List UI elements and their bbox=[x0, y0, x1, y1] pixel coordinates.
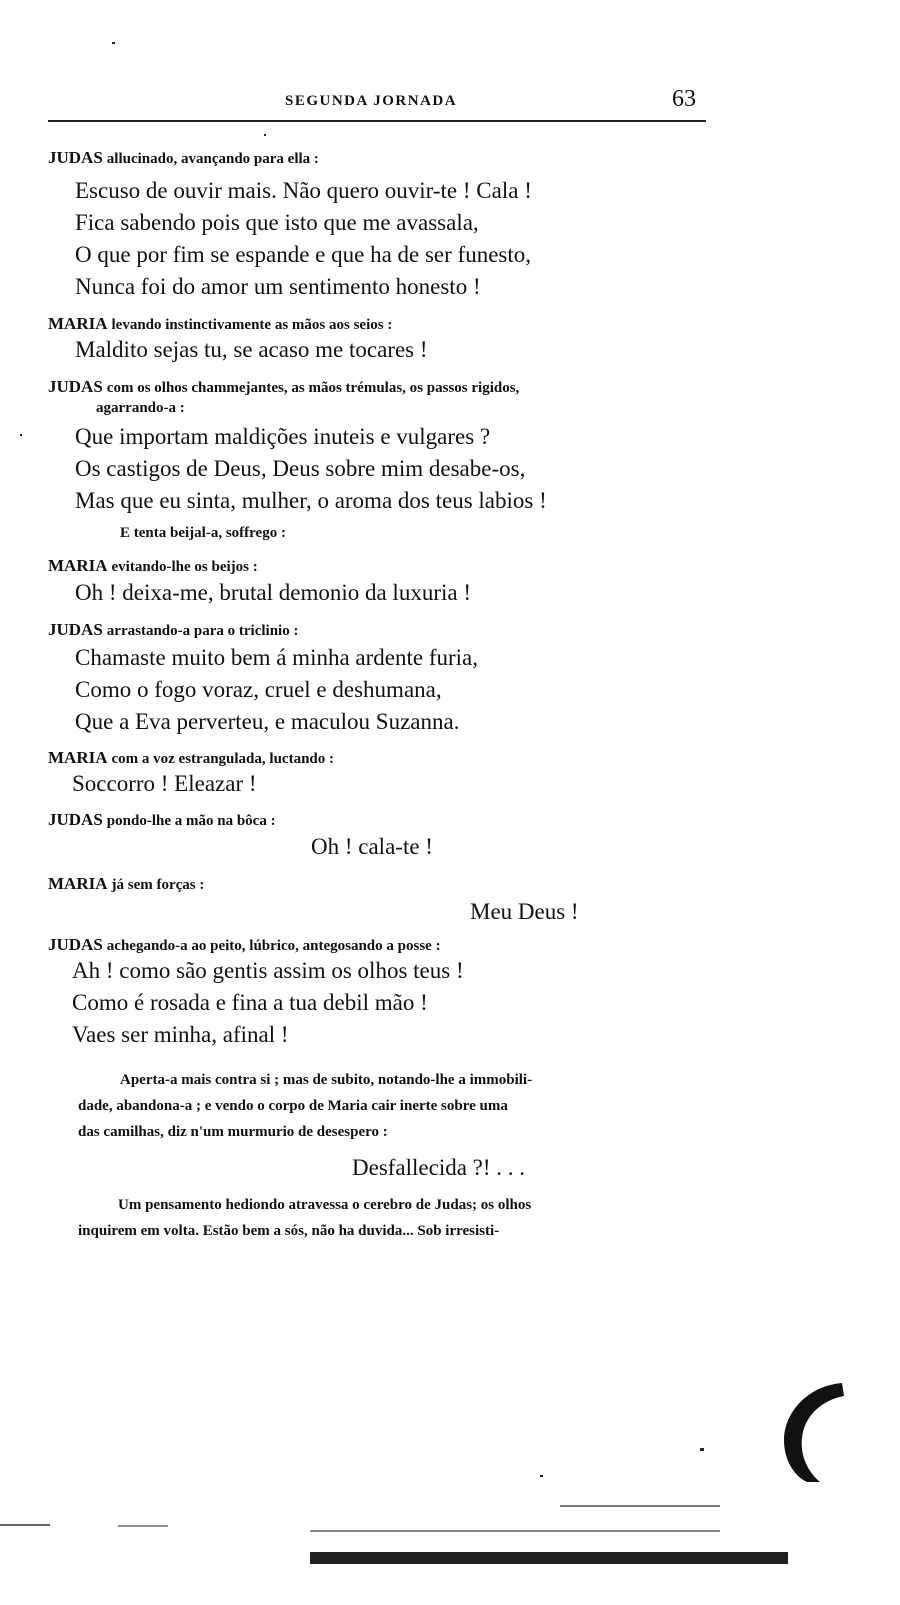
speaker-name: JUDAS bbox=[48, 148, 103, 167]
speaker-name: MARIA bbox=[48, 314, 108, 333]
scan-smudge bbox=[560, 1505, 720, 1507]
verse-line: Que a Eva perverteu, e maculou Suzanna. bbox=[75, 709, 460, 734]
stage-paragraph-line: das camilhas, diz n'um murmurio de desespero : bbox=[78, 1124, 388, 1140]
stage-paragraph-line: inquirem em volta. Estão bem a sós, não ha duvida... Sob irresisti- bbox=[78, 1223, 500, 1239]
speaker-line bbox=[48, 874, 204, 894]
scan-speck bbox=[540, 1475, 543, 1477]
verse-line: Soccorro ! Eleazar ! bbox=[72, 771, 257, 796]
stage-direction: achegando-a ao peito, lúbrico, antegosando a posse : bbox=[106, 938, 441, 954]
speaker-line bbox=[48, 377, 519, 397]
verse-line: Os castigos de Deus, Deus sobre mim desabe-os, bbox=[75, 456, 526, 481]
scan-speck bbox=[264, 134, 266, 136]
scan-speck bbox=[112, 42, 115, 44]
verse-line: Oh ! deixa-me, brutal demonio da luxuria ! bbox=[75, 580, 471, 605]
speaker-line bbox=[48, 314, 392, 334]
running-header: SEGUNDA JORNADA bbox=[285, 93, 458, 109]
verse-line: Desfallecida ?! . . . bbox=[352, 1155, 526, 1180]
speaker-line bbox=[48, 148, 319, 168]
stage-paragraph-line: Aperta-a mais contra si ; mas de subito, notando-lhe a immobili- bbox=[120, 1072, 533, 1088]
stage-paragraph-line: Um pensamento hediondo atravessa o cerebro de Judas; os olhos bbox=[118, 1197, 532, 1213]
stage-paragraph-line: dade, abandona-a ; e vendo o corpo de Maria cair inerte sobre uma bbox=[78, 1098, 508, 1114]
scan-bottom-bar bbox=[310, 1552, 788, 1564]
page-number: 63 bbox=[672, 86, 696, 112]
speaker-name: JUDAS bbox=[48, 620, 103, 639]
verse-line: Maldito sejas tu, se acaso me tocares ! bbox=[75, 337, 428, 362]
stage-direction: com os olhos chammejantes, as mãos trémulas, os passos rigidos, bbox=[106, 380, 520, 396]
verse-line: Escuso de ouvir mais. Não quero ouvir-te ! Cala ! bbox=[75, 178, 532, 203]
header-rule bbox=[48, 120, 706, 122]
speaker-name: JUDAS bbox=[48, 377, 103, 396]
verse-line: Como o fogo voraz, cruel e deshumana, bbox=[75, 677, 442, 702]
speaker-name: JUDAS bbox=[48, 935, 103, 954]
scan-smudge bbox=[0, 1524, 50, 1526]
verse-line: O que por fim se espande e que ha de ser funesto, bbox=[75, 242, 532, 267]
scan-speck bbox=[700, 1448, 704, 1451]
stage-direction: arrastando-a para o triclinio : bbox=[106, 623, 299, 639]
speaker-line bbox=[48, 810, 276, 830]
verse-line: Ah ! como são gentis assim os olhos teus ! bbox=[72, 958, 464, 983]
scan-smudge bbox=[310, 1530, 720, 1532]
stage-direction: allucinado, avançando para ella : bbox=[106, 151, 319, 167]
speaker-line bbox=[48, 935, 441, 955]
stage-direction: com a voz estrangulada, luctando : bbox=[111, 751, 334, 767]
verse-line: Chamaste muito bem á minha ardente furia, bbox=[75, 645, 479, 670]
verse-line: Meu Deus ! bbox=[470, 899, 579, 924]
speaker-name: MARIA bbox=[48, 874, 108, 893]
speaker-name: MARIA bbox=[48, 556, 108, 575]
verse-line: Que importam maldições inuteis e vulgares ? bbox=[75, 424, 491, 449]
stage-direction: E tenta beijal-a, soffrego : bbox=[120, 525, 286, 541]
verse-line: Oh ! cala-te ! bbox=[311, 834, 433, 859]
stage-direction: evitando-lhe os beijos : bbox=[111, 559, 258, 575]
speaker-name: JUDAS bbox=[48, 810, 103, 829]
verse-line: Vaes ser minha, afinal ! bbox=[72, 1022, 289, 1047]
verse-line: Fica sabendo pois que isto que me avassala, bbox=[75, 210, 479, 235]
speaker-name: MARIA bbox=[48, 748, 108, 767]
stage-direction: já sem forças : bbox=[111, 877, 205, 893]
stage-direction: pondo-lhe a mão na bôca : bbox=[106, 813, 276, 829]
scan-smudge bbox=[118, 1525, 168, 1527]
verse-line: Nunca foi do amor um sentimento honesto ! bbox=[75, 274, 481, 299]
stage-direction-continued: agarrando-a : bbox=[96, 400, 185, 416]
speaker-line bbox=[48, 556, 258, 576]
page-edge-curl-artifact bbox=[772, 1378, 872, 1488]
scan-speck bbox=[20, 434, 22, 436]
verse-line: Como é rosada e fina a tua debil mão ! bbox=[72, 990, 428, 1015]
stage-direction: levando instinctivamente as mãos aos seios : bbox=[111, 317, 393, 333]
speaker-line bbox=[48, 748, 334, 768]
speaker-line bbox=[48, 620, 298, 640]
verse-line: Mas que eu sinta, mulher, o aroma dos teus labios ! bbox=[75, 488, 547, 513]
